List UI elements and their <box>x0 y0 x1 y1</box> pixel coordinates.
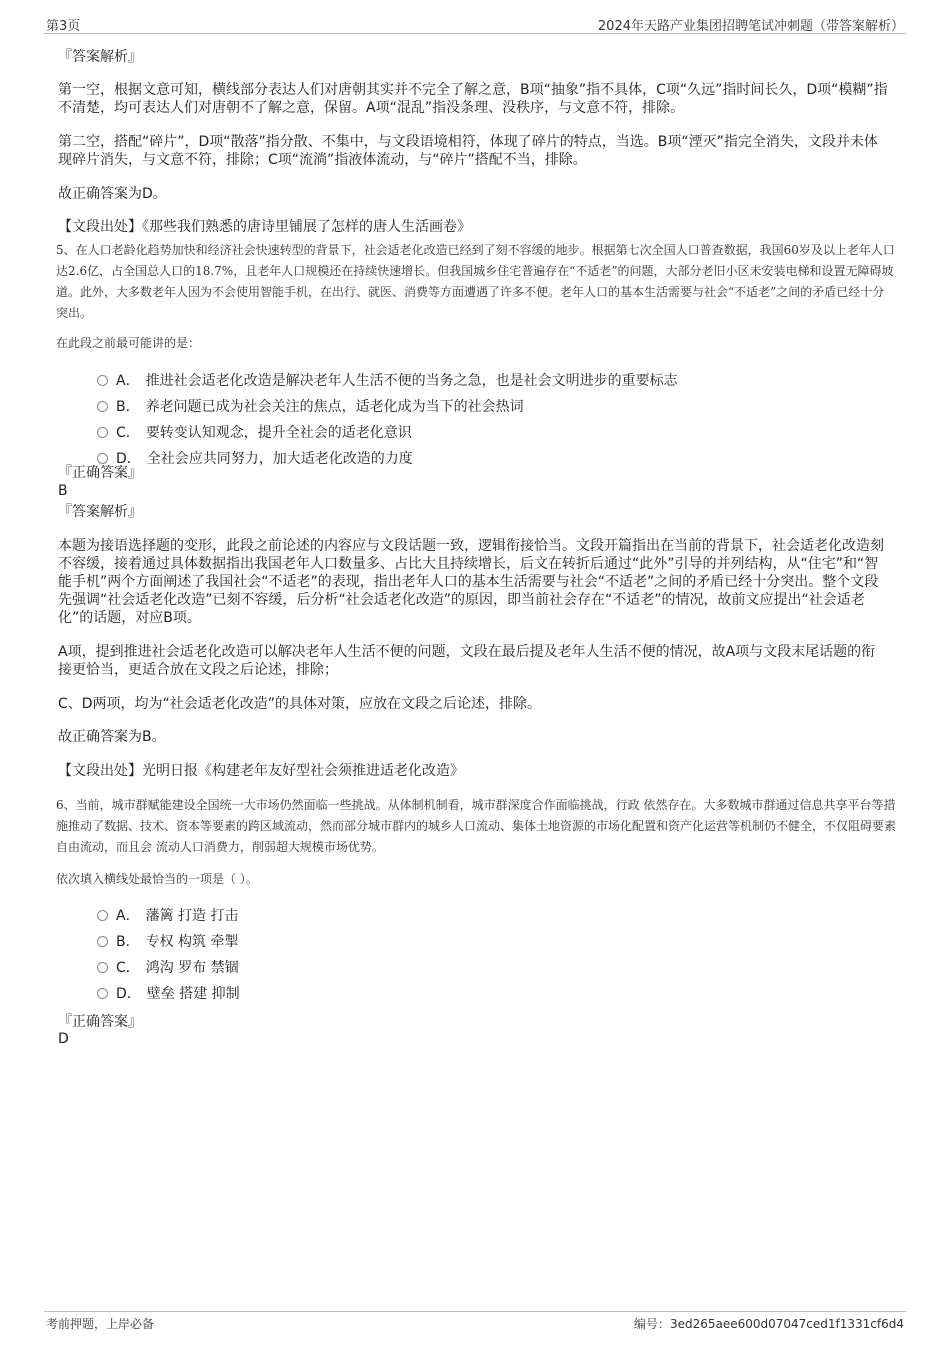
footer-code-value: 3ed265aee600d07047ced1f1331cf6d4 <box>669 1317 904 1331</box>
radio-icon[interactable] <box>97 910 108 921</box>
footer-divider <box>44 1311 906 1312</box>
radio-icon[interactable] <box>97 375 108 386</box>
q5-analysis-label: 『答案解析』 <box>58 504 142 520</box>
q5-prompt: 在此段之前最可能讲的是： <box>56 336 201 350</box>
page-number: 第3页 <box>46 19 81 34</box>
q6-prompt: 依次填入横线处最恰当的一项是（ ）。 <box>56 872 258 886</box>
q5-analysis-para2: A项，提到推进社会适老化改造可以解决老年人生活不便的问题，文段在最后提及老年人生活不便的情况，故A项与文段末尾话题的衔接更恰当，更适合放在文段之后论述，排除； <box>58 644 876 678</box>
footer-slogan: 考前押题，上岸必备 <box>46 1317 155 1331</box>
q6-option-a[interactable]: A． 藩篱 打造 打击 <box>97 905 238 927</box>
radio-icon[interactable] <box>97 453 108 464</box>
document-title: 2024年天路产业集团招聘笔试冲刺题（带答案解析） <box>597 19 904 34</box>
radio-icon[interactable] <box>97 962 108 973</box>
q4-analysis-para2: 第二空，搭配“碎片”，D项“散落”指分散、不集中，与文段语境相符，体现了碎片的特点，当选。B项“湮灭”指完全消失，文段并未体现碎片消失，与文意不符，排除；C项“流淌”指液体流动，与“碎片”搭配不当，排除。 <box>58 134 878 168</box>
footer-code-label: 编号： <box>633 1317 670 1331</box>
q4-analysis-para1: 第一空，根据文意可知，横线部分表达人们对唐朝其实并不完全了解之意，B项“抽象”指不具体，C项“久远”指时间长久，D项“模糊”指不清楚，均可表达人们对唐朝不了解之意，保留。A项“混乱”指没条理、没秩序，与文意不符，排除。 <box>58 82 888 116</box>
radio-icon[interactable] <box>97 988 108 999</box>
q5-option-c[interactable]: C． 要转变认知观念，提升全社会的适老化意识 <box>97 422 412 444</box>
q5-stem: 5、在人口老龄化趋势加快和经济社会快速转型的背景下，社会适老化改造已经到了刻不容缓的地步。根据第七次全国人口普查数据，我国60岁及以上老年人口达2.6亿，占全国总人口的18.7%，且老年人口规模还在持续快速增长。但我国城乡住宅普遍存在“不适老”的问题，大部分老旧小区未安装电梯和设置无障碍坡道。此外，大多数老年人因为不会使用智能手机，在出行、就医、消费等方面遭遇了许多不便。老年人口的基本生活需要与社会“不适老”之间的矛盾已经十分突出。 <box>56 243 895 320</box>
q5-option-a[interactable]: A． 推进社会适老化改造是解决老年人生活不便的当务之急，也是社会文明进步的重要标志 <box>97 370 678 392</box>
page-header <box>0 0 950 34</box>
q5-analysis-para1: 本题为接语选择题的变形，此段之前论述的内容应与文段话题一致，逻辑衔接恰当。文段开篇指出在当前的背景下，社会适老化改造刻不容缓，接着通过具体数据指出我国老年人口数量多、占比大且持续增长，后文在转折后通过“此外”引导的并列结构，从“住宅”和“智能手机”两个方面阐述了我国社会“不适老”的表现，指出老年人口的基本生活需要与社会“不适老”之间的矛盾已经十分突出。整个文段先强调“社会适老化改造”已刻不容缓，后分析“社会适老化改造”的原因，即当前社会存在“不适老”的情况，故前文应提出“社会适老化”的话题，对应B项。 <box>58 538 884 626</box>
q6-answer-label: 『正确答案』 <box>58 1014 142 1030</box>
q4-analysis-label: 『答案解析』 <box>58 49 142 65</box>
q5-conclusion: 故正确答案为B。 <box>58 729 166 745</box>
footer-code <box>634 1315 904 1332</box>
radio-icon[interactable] <box>97 936 108 947</box>
radio-icon[interactable] <box>97 401 108 412</box>
q4-source: 【文段出处】《那些我们熟悉的唐诗里铺展了怎样的唐人生活画卷》 <box>58 219 471 235</box>
q5-analysis-para3: C、D两项，均为“社会适老化改造”的具体对策，应放在文段之后论述，排除。 <box>58 696 542 712</box>
q6-option-c[interactable]: C． 鸿沟 罗布 禁锢 <box>97 957 239 979</box>
header-divider <box>44 33 906 34</box>
q5-option-d[interactable]: D． 全社会应共同努力，加大适老化改造的力度 <box>97 448 413 470</box>
radio-icon[interactable] <box>97 427 108 438</box>
q5-answer-label: 『正确答案』 <box>58 465 142 481</box>
q6-option-d[interactable]: D． 壁垒 搭建 抑制 <box>97 983 240 1005</box>
q6-option-b[interactable]: B． 专权 构筑 牵掣 <box>97 931 239 953</box>
q5-answer: B <box>58 483 68 499</box>
q6-answer: D <box>58 1031 69 1047</box>
q5-source: 【文段出处】光明日报《构建老年友好型社会须推进适老化改造》 <box>58 763 464 779</box>
page-footer <box>0 1305 950 1345</box>
q6-stem: 6、当前，城市群赋能建设全国统一大市场仍然面临一些挑战。从体制机制看，城市群深度合作面临挑战，行政 依然存在。大多数城市群通过信息共享平台等措施推动了数据、技术、资本等要素的跨区域流动，然而部分城市群内的城乡人口流动、集体土地资源的市场化配置和资产化运营等机制仍不健全，不仅阻碍要素自由流动，而且会 流动人口消费力，削弱超大规模市场优势。 <box>56 798 897 854</box>
q5-option-b[interactable]: B． 养老问题已成为社会关注的焦点，适老化成为当下的社会热词 <box>97 396 524 418</box>
q4-conclusion: 故正确答案为D。 <box>58 186 167 202</box>
